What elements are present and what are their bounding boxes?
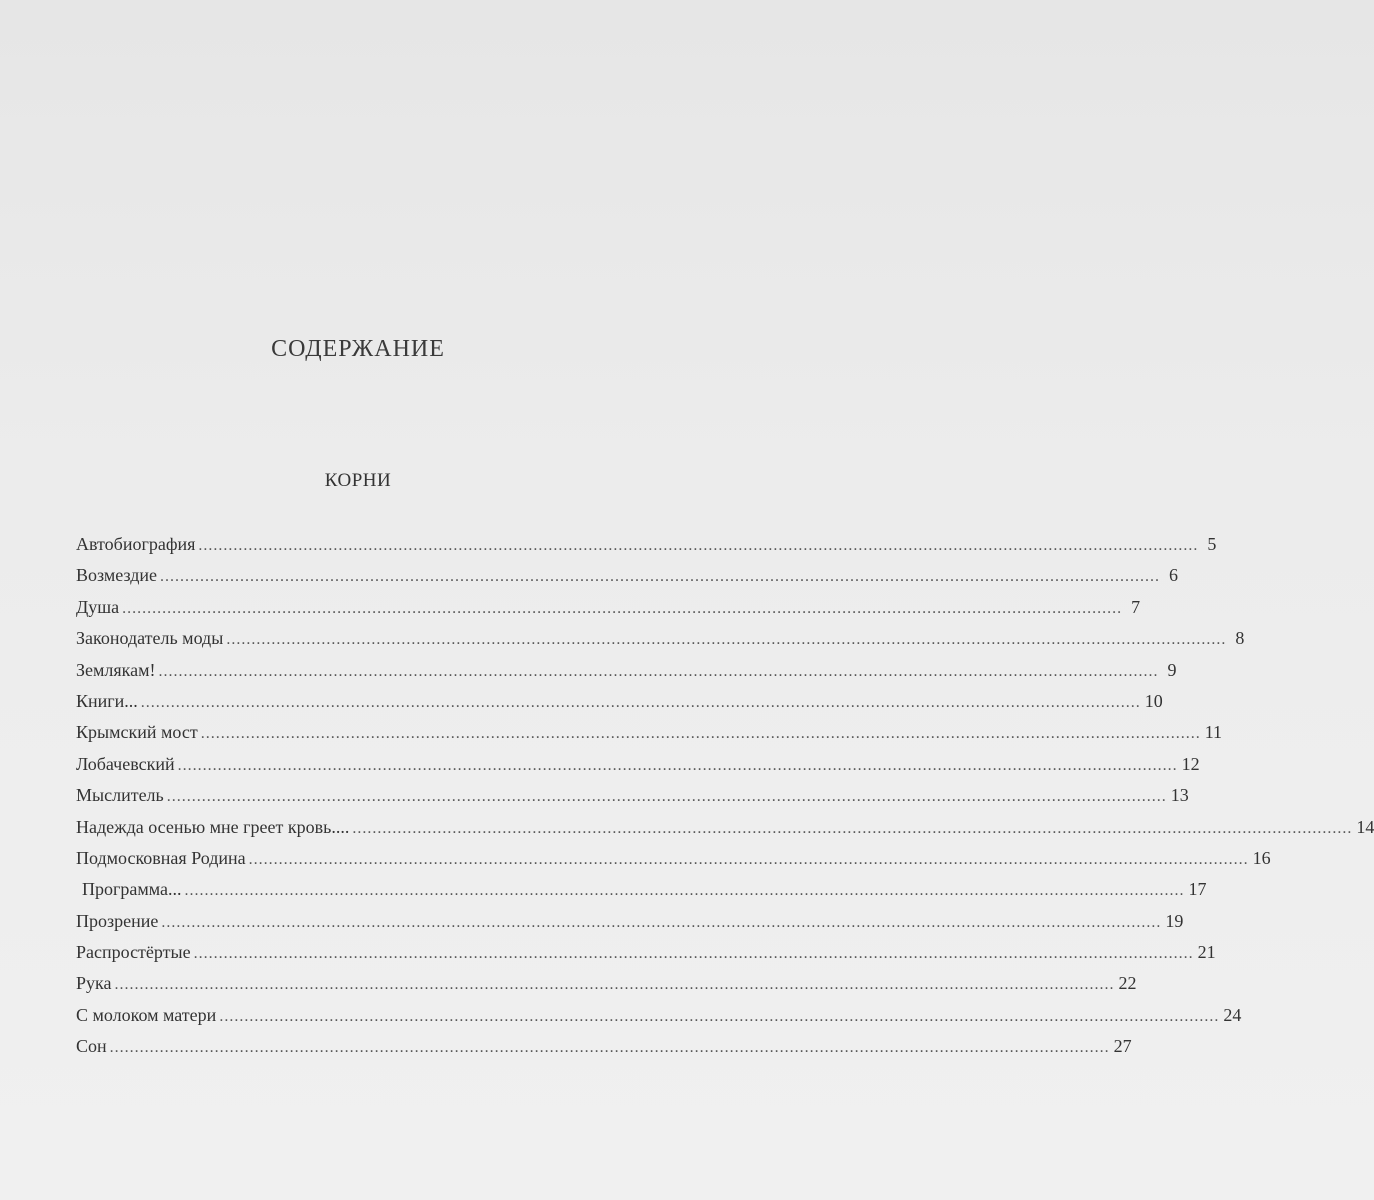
toc-entry-title: Надежда осенью мне греет кровь.... xyxy=(76,816,350,837)
toc-entry-title: Рука xyxy=(76,973,112,994)
toc-entry xyxy=(76,659,1177,691)
toc-entry-title: Книги... xyxy=(76,690,138,711)
dot-leader: ........................................................................................................................................................................................................ xyxy=(184,882,1185,900)
toc-entry-title: Подмосковная Родина xyxy=(76,847,246,868)
dot-leader: ........................................................................................................................................................................................................ xyxy=(219,1007,1220,1025)
dot-leader: ........................................................................................................................................................................................................ xyxy=(109,1039,1110,1057)
toc-entry-title: Мыслитель xyxy=(76,785,164,806)
dot-leader: ........................................................................................................................................................................................................ xyxy=(160,568,1161,586)
dot-leader: ........................................................................................................................................................................................................ xyxy=(226,631,1227,649)
dot-leader: ........................................................................................................................................................................................................ xyxy=(122,599,1123,617)
toc-entry xyxy=(76,565,1179,596)
toc-entry-title: Возмездие xyxy=(76,565,158,586)
dot-leader: ........................................................................................................................................................................................................ xyxy=(352,819,1353,837)
toc-entry-title: Сон xyxy=(76,1036,107,1057)
table-of-contents xyxy=(76,534,1374,1068)
toc-entry-page: 6 xyxy=(1169,565,1179,586)
toc-entry xyxy=(76,973,1137,1004)
toc-entry xyxy=(76,785,1189,816)
toc-entry-title: Лобачевский xyxy=(76,753,175,774)
toc-entry xyxy=(76,628,1245,659)
toc-entry xyxy=(76,534,1217,565)
toc-entry xyxy=(76,847,1271,879)
toc-entry-page: 16 xyxy=(1252,847,1271,868)
toc-entry-title: Прозрение xyxy=(76,910,159,931)
toc-entry-page: 17 xyxy=(1188,879,1207,900)
toc-entry-page: 5 xyxy=(1207,534,1217,554)
toc-entry-page: 9 xyxy=(1167,659,1177,680)
toc-entry-title: Душа xyxy=(76,596,120,617)
section-heading: КОРНИ xyxy=(324,470,392,491)
toc-entry-page: 10 xyxy=(1144,690,1163,711)
dot-leader: ........................................................................................................................................................................................................ xyxy=(114,976,1115,994)
toc-entry-page: 24 xyxy=(1223,1004,1242,1025)
toc-entry-title: Программа... xyxy=(82,879,182,900)
toc-entry-title: Автобиография xyxy=(76,534,196,554)
toc-entry-title: Землякам! xyxy=(76,659,156,680)
dot-leader: ........................................................................................................................................................................................................ xyxy=(140,693,1141,711)
toc-entry-page: 21 xyxy=(1197,942,1216,963)
toc-entry-title: Законодатель моды xyxy=(76,628,224,649)
toc-entry-title: С молоком матери xyxy=(76,1004,217,1025)
dot-leader: ........................................................................................................................................................................................................ xyxy=(177,756,1178,774)
toc-entry-page: 19 xyxy=(1165,910,1184,931)
toc-entry xyxy=(76,816,1374,848)
toc-entry xyxy=(76,1004,1242,1036)
dot-leader: ........................................................................................................................................................................................................ xyxy=(166,788,1167,806)
toc-entry-title: Распростёртые xyxy=(76,942,191,963)
toc-entry xyxy=(76,910,1184,942)
toc-entry-page: 22 xyxy=(1118,973,1137,994)
toc-entry-page: 8 xyxy=(1235,628,1245,649)
toc-entry xyxy=(76,1036,1132,1067)
toc-entry-page: 14 xyxy=(1356,816,1374,837)
toc-entry xyxy=(76,879,1207,910)
toc-entry xyxy=(76,596,1141,628)
dot-leader: ........................................................................................................................................................................................................ xyxy=(158,662,1159,680)
dot-leader: ........................................................................................................................................................................................................ xyxy=(248,850,1249,868)
toc-entry-page: 27 xyxy=(1113,1036,1132,1057)
dot-leader: ........................................................................................................................................................................................................ xyxy=(161,913,1162,931)
toc-entry xyxy=(76,942,1216,973)
toc-entry-page: 7 xyxy=(1131,596,1141,617)
dot-leader: ........................................................................................................................................................................................................ xyxy=(198,537,1199,554)
dot-leader: ........................................................................................................................................................................................................ xyxy=(200,725,1201,743)
toc-entry-page: 11 xyxy=(1204,722,1223,743)
toc-entry xyxy=(76,722,1223,753)
toc-entry-title: Крымский мост xyxy=(76,722,198,743)
page-title: СОДЕРЖАНИЕ xyxy=(271,336,445,362)
toc-entry xyxy=(76,690,1163,722)
toc-entry xyxy=(76,753,1200,785)
toc-entry-page: 13 xyxy=(1170,785,1189,806)
toc-entry-page: 12 xyxy=(1181,753,1200,774)
dot-leader: ........................................................................................................................................................................................................ xyxy=(193,945,1194,963)
